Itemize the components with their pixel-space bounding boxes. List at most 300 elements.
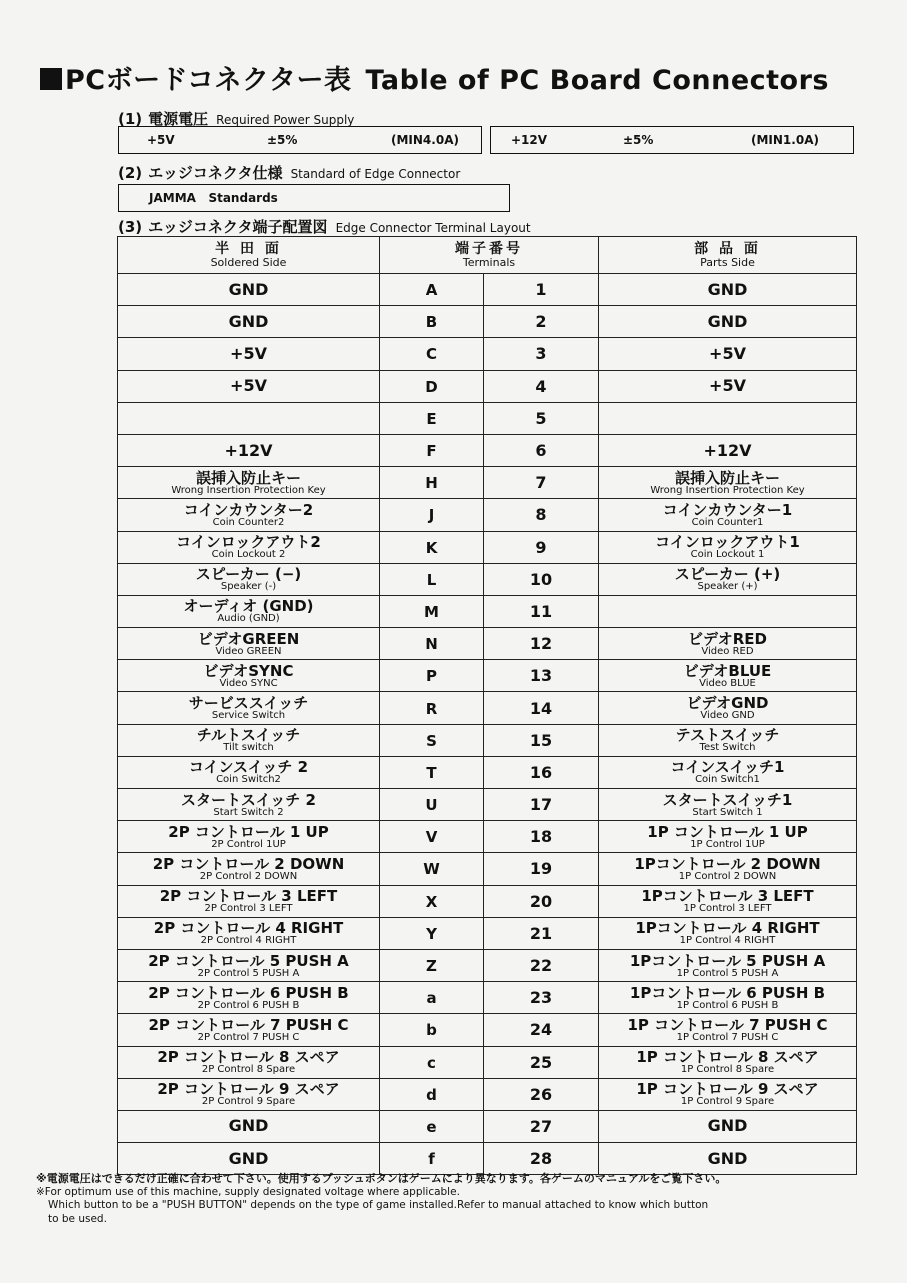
terminal-number-cell [484, 338, 599, 370]
signal-name-en: Coin Lockout 2 [211, 549, 286, 561]
header-parts-side [599, 237, 857, 274]
terminal-number: 3 [535, 344, 547, 364]
header-en: Soldered Side [210, 256, 287, 269]
parts-side-cell [599, 660, 857, 692]
parts-side-cell [599, 1110, 857, 1142]
terminal-letter-cell [380, 756, 484, 788]
terminal-number-cell [484, 756, 599, 788]
terminal-number: 23 [529, 988, 553, 1008]
soldered-side-cell [118, 660, 380, 692]
terminal-letter-cell [380, 306, 484, 338]
terminal-letter: a [426, 989, 437, 1008]
signal-name-ja: サービススイッチ [188, 694, 309, 713]
parts-side-cell [599, 306, 857, 338]
signal-name-ja: コインロックアウト2 [176, 533, 321, 552]
soldered-side-cell [118, 402, 380, 434]
signal-name-en: 1P Control 9 Spare [680, 1096, 775, 1108]
terminal-letter-cell [380, 1046, 484, 1078]
soldered-side-cell [118, 885, 380, 917]
soldered-side-cell [118, 595, 380, 627]
soldered-side-cell [118, 756, 380, 788]
table-row [118, 789, 857, 821]
terminal-number-cell [484, 434, 599, 466]
signal-name-ja: 誤挿入防止キー [674, 468, 780, 487]
terminal-letter: E [426, 409, 437, 428]
soldered-side-cell [118, 499, 380, 531]
signal-name-en: 2P Control 5 PUSH A [197, 967, 300, 979]
signal-name-ja: +12V [703, 440, 752, 460]
parts-side-cell [599, 692, 857, 724]
terminal-number: 17 [529, 795, 553, 815]
signal-name-ja: スタートスイッチ 2 [181, 790, 316, 809]
terminal-letter-cell [380, 853, 484, 885]
header-en: Terminals [462, 256, 516, 269]
terminal-letter-cell [380, 789, 484, 821]
terminal-letter: F [426, 442, 437, 461]
soldered-side-cell [118, 789, 380, 821]
terminal-number: 15 [529, 730, 553, 750]
parts-side-cell [599, 917, 857, 949]
parts-side-cell [599, 563, 857, 595]
voltage-value: +5V [147, 133, 175, 147]
terminal-number-cell [484, 982, 599, 1014]
table-row [118, 531, 857, 563]
terminal-letter-cell [380, 885, 484, 917]
signal-name-en: Wrong Insertion Protection Key [650, 484, 805, 496]
terminal-number-cell [484, 370, 599, 402]
soldered-side-cell [118, 982, 380, 1014]
terminal-number: 6 [535, 441, 547, 461]
terminal-letter: J [428, 506, 435, 525]
signal-name-ja: 誤挿入防止キー [195, 468, 301, 487]
terminal-letter-cell [380, 563, 484, 595]
table-row [118, 274, 857, 306]
edge-standard-value: JAMMA Standards [149, 191, 278, 205]
terminal-number-cell [484, 1046, 599, 1078]
table-row [118, 660, 857, 692]
table-row [118, 628, 857, 660]
soldered-side-cell [118, 949, 380, 981]
soldered-side-cell [118, 563, 380, 595]
table-row [118, 821, 857, 853]
terminal-letter-cell [380, 1014, 484, 1046]
table-header-row [118, 237, 857, 274]
terminal-letter: Y [426, 924, 437, 943]
soldered-side-cell [118, 692, 380, 724]
signal-name-ja: 2P コントロール 6 PUSH B [148, 983, 349, 1002]
soldered-side-cell [118, 274, 380, 306]
signal-name-ja: 2P コントロール 5 PUSH A [148, 951, 349, 970]
signal-name-ja: +12V [224, 440, 273, 460]
signal-name-ja: GND [707, 1148, 748, 1168]
signal-name-ja: オーディオ (GND) [183, 597, 314, 616]
terminal-layout-table [117, 236, 857, 1175]
signal-name-ja: テストスイッチ [675, 726, 780, 745]
terminal-letter: R [425, 699, 438, 718]
terminal-letter-cell [380, 274, 484, 306]
parts-side-cell [599, 1014, 857, 1046]
terminal-letter-cell [380, 531, 484, 563]
terminal-number: 9 [535, 537, 547, 557]
parts-side-cell [599, 499, 857, 531]
signal-name-en: 1P Control 8 Spare [680, 1064, 775, 1076]
signal-name-ja: 2P コントロール 3 LEFT [159, 887, 338, 906]
terminal-number: 27 [529, 1116, 553, 1136]
footnote-en-1: ※For optimum use of this machine, supply designated voltage where applicable. [36, 1185, 460, 1198]
terminal-number: 26 [529, 1084, 553, 1104]
terminal-number: 22 [529, 956, 553, 976]
header-soldered-side [118, 237, 380, 274]
parts-side-cell [599, 789, 857, 821]
parts-side-cell [599, 531, 857, 563]
signal-name-ja: スタートスイッチ1 [662, 790, 793, 809]
signal-name-en: Speaker (-) [220, 581, 277, 593]
soldered-side-cell [118, 724, 380, 756]
signal-name-en: Audio (GND) [217, 613, 280, 625]
parts-side-cell [599, 1046, 857, 1078]
signal-name-ja: コインスイッチ 2 [188, 758, 309, 777]
signal-name-en: Coin Counter2 [212, 516, 285, 528]
signal-name-ja: GND [707, 1116, 748, 1136]
terminal-letter-cell [380, 724, 484, 756]
soldered-side-cell [118, 1014, 380, 1046]
terminal-letter-cell [380, 402, 484, 434]
signal-name-ja: 2P コントロール 4 RIGHT [153, 919, 344, 938]
table-row [118, 1014, 857, 1046]
signal-name-ja: スピーカー (+) [674, 565, 781, 584]
terminal-number-cell [484, 467, 599, 499]
signal-name-en: Video GND [700, 710, 755, 722]
signal-name-en: Coin Lockout 1 [690, 549, 765, 561]
parts-side-cell [599, 1078, 857, 1110]
terminal-letter-cell [380, 1078, 484, 1110]
soldered-side-cell [118, 467, 380, 499]
table-row [118, 949, 857, 981]
signal-name-ja: 1P コントロール 9 スペア [636, 1080, 819, 1099]
terminal-number-cell [484, 917, 599, 949]
terminal-letter-cell [380, 595, 484, 627]
terminal-number-cell [484, 595, 599, 627]
table-row [118, 595, 857, 627]
table-row [118, 306, 857, 338]
terminal-letter-cell [380, 499, 484, 531]
terminal-letter: e [426, 1117, 437, 1136]
terminal-letter-cell [380, 917, 484, 949]
terminal-number-cell [484, 1014, 599, 1046]
signal-name-ja: 1Pコントロール 6 PUSH B [629, 983, 826, 1002]
section-title-ja: 電源電圧 [148, 110, 209, 128]
section-edge-heading [118, 162, 460, 183]
signal-name-en: Coin Switch2 [216, 774, 281, 786]
signal-name-en: Test Switch [699, 742, 756, 754]
terminal-number: 24 [529, 1020, 553, 1040]
header-ja: 端子番号 [455, 241, 523, 257]
terminal-number-cell [484, 821, 599, 853]
signal-name-ja: 2P コントロール 9 スペア [157, 1080, 340, 1099]
table-row [118, 434, 857, 466]
parts-side-cell [599, 949, 857, 981]
parts-side-cell [599, 821, 857, 853]
signal-name-ja: GND [707, 279, 748, 299]
signal-name-en: Coin Switch1 [695, 774, 760, 786]
signal-name-en: Tilt switch [223, 742, 274, 754]
signal-name-en: 2P Control 8 Spare [201, 1064, 296, 1076]
signal-name-ja: +5V [230, 343, 267, 363]
terminal-letter: M [424, 602, 439, 621]
table-row [118, 885, 857, 917]
signal-name-en: 2P Control 9 Spare [201, 1096, 296, 1108]
terminal-number: 25 [529, 1052, 553, 1072]
soldered-side-cell [118, 1110, 380, 1142]
signal-name-ja: 1P コントロール 7 PUSH C [627, 1015, 828, 1034]
terminal-letter: b [426, 1021, 437, 1040]
signal-name-en: 2P Control 2 DOWN [199, 870, 298, 882]
signal-name-en: 1P Control 5 PUSH A [676, 967, 779, 979]
terminal-number-cell [484, 660, 599, 692]
parts-side-cell [599, 274, 857, 306]
signal-name-en: 2P Control 3 LEFT [204, 903, 293, 915]
table-row [118, 402, 857, 434]
terminal-number: 10 [529, 569, 553, 589]
signal-name-ja: ビデオSYNC [203, 661, 294, 680]
terminal-letter: B [425, 313, 438, 332]
terminal-number: 8 [535, 505, 547, 525]
terminal-number: 16 [529, 762, 553, 782]
terminal-letter-cell [380, 467, 484, 499]
terminal-letter: C [425, 345, 437, 364]
signal-name-ja: ビデオBLUE [683, 661, 772, 680]
signal-name-en: Start Switch 2 [213, 806, 284, 818]
terminal-number-cell [484, 789, 599, 821]
section-title-ja: エッジコネクタ端子配置図 [148, 218, 328, 236]
header-en: Parts Side [700, 256, 755, 269]
soldered-side-cell [118, 917, 380, 949]
signal-name-en: 1P Control 7 PUSH C [676, 1031, 779, 1043]
terminal-number: 19 [529, 859, 553, 879]
signal-name-ja: コインカウンター1 [662, 500, 793, 519]
terminal-letter: d [426, 1085, 437, 1104]
signal-name-en: 1P Control 1UP [690, 838, 765, 850]
terminal-letter: N [425, 635, 438, 654]
signal-name-en: Start Switch 1 [692, 806, 763, 818]
table-row [118, 467, 857, 499]
soldered-side-cell [118, 338, 380, 370]
table-row [118, 982, 857, 1014]
terminal-number-cell [484, 563, 599, 595]
terminal-letter: V [425, 828, 438, 847]
section-number: (1) [118, 110, 143, 128]
signal-name-en: 1P Control 6 PUSH B [676, 999, 779, 1011]
power-supply-5v-box [118, 126, 482, 154]
soldered-side-cell [118, 853, 380, 885]
soldered-side-cell [118, 821, 380, 853]
signal-name-ja: 2P コントロール 2 DOWN [152, 854, 345, 873]
page-title [40, 58, 829, 97]
table-row [118, 370, 857, 402]
parts-side-cell [599, 595, 857, 627]
terminal-letter-cell [380, 370, 484, 402]
table-row [118, 1143, 857, 1175]
terminal-number-cell [484, 628, 599, 660]
terminal-number: 4 [535, 376, 547, 396]
signal-name-en: Service Switch [211, 710, 286, 722]
header-ja: 半 田 面 [215, 241, 282, 257]
signal-name-ja: コインスイッチ1 [670, 758, 785, 777]
footnote-en-3: to be used. [48, 1212, 107, 1225]
signal-name-ja: 1Pコントロール 4 RIGHT [635, 919, 820, 938]
signal-name-en: 2P Control 7 PUSH C [197, 1031, 300, 1043]
signal-name-ja: GND [228, 279, 269, 299]
table-row [118, 338, 857, 370]
signal-name-en: 1P Control 3 LEFT [683, 903, 772, 915]
terminal-number: 20 [529, 891, 553, 911]
signal-name-ja: 2P コントロール 8 スペア [157, 1048, 340, 1067]
title-en: Table of PC Board Connectors [365, 65, 829, 96]
signal-name-en: 2P Control 6 PUSH B [197, 999, 300, 1011]
terminal-number: 12 [529, 634, 553, 654]
soldered-side-cell [118, 370, 380, 402]
voltage-value: +12V [511, 133, 548, 147]
signal-name-ja: 1Pコントロール 5 PUSH A [629, 951, 826, 970]
signal-name-ja: +5V [709, 343, 746, 363]
parts-side-cell [599, 434, 857, 466]
soldered-side-cell [118, 306, 380, 338]
signal-name-en: Video RED [701, 645, 754, 657]
table-row [118, 756, 857, 788]
parts-side-cell [599, 338, 857, 370]
table-row [118, 499, 857, 531]
terminal-letter-cell [380, 949, 484, 981]
soldered-side-cell [118, 434, 380, 466]
terminal-number-cell [484, 306, 599, 338]
signal-name-ja: スピーカー (−) [195, 565, 302, 584]
parts-side-cell [599, 402, 857, 434]
terminal-letter: K [425, 538, 438, 557]
signal-name-ja: チルトスイッチ [196, 726, 301, 745]
terminal-number: 1 [535, 280, 547, 300]
edge-standard-box [118, 184, 510, 212]
table-row [118, 692, 857, 724]
terminal-letter: A [425, 281, 438, 300]
terminal-number: 28 [529, 1149, 553, 1169]
terminal-number-cell [484, 949, 599, 981]
signal-name-ja: コインロックアウト1 [655, 533, 800, 552]
terminal-letter: L [426, 570, 437, 589]
signal-name-en: 1P Control 2 DOWN [678, 870, 777, 882]
terminal-letter-cell [380, 692, 484, 724]
terminal-letter: S [426, 731, 437, 750]
terminal-number-cell [484, 724, 599, 756]
terminal-number-cell [484, 531, 599, 563]
section-layout-heading [118, 216, 531, 237]
parts-side-cell [599, 853, 857, 885]
parts-side-cell [599, 724, 857, 756]
signal-name-ja: ビデオGND [686, 694, 769, 713]
parts-side-cell [599, 628, 857, 660]
terminal-number-cell [484, 885, 599, 917]
header-terminals [380, 237, 599, 274]
soldered-side-cell [118, 531, 380, 563]
terminal-letter-cell [380, 628, 484, 660]
section-title-en: Required Power Supply [216, 113, 355, 127]
terminal-letter-cell [380, 1143, 484, 1175]
section-number: (3) [118, 218, 143, 236]
terminal-number: 13 [529, 666, 553, 686]
terminal-number-cell [484, 274, 599, 306]
terminal-letter: Z [426, 957, 437, 976]
table-row [118, 563, 857, 595]
table-row [118, 917, 857, 949]
signal-name-en: 1P Control 4 RIGHT [679, 935, 776, 947]
table-row [118, 853, 857, 885]
table-row [118, 1078, 857, 1110]
terminal-letter-cell [380, 982, 484, 1014]
signal-name-en: Speaker (+) [697, 581, 758, 593]
terminal-letter-cell [380, 434, 484, 466]
signal-name-ja: +5V [230, 376, 267, 396]
tolerance-value: ±5% [623, 133, 654, 147]
terminal-number: 7 [535, 473, 547, 493]
table-row [118, 724, 857, 756]
soldered-side-cell [118, 1143, 380, 1175]
title-ja: PCボードコネクター表 [65, 65, 352, 96]
signal-name-ja: 1P コントロール 8 スペア [636, 1048, 819, 1067]
signal-name-ja: 1Pコントロール 3 LEFT [641, 887, 814, 906]
terminal-number: 21 [529, 923, 553, 943]
terminal-number-cell [484, 853, 599, 885]
terminal-number: 18 [529, 827, 553, 847]
current-min-value: (MIN1.0A) [751, 133, 819, 147]
signal-name-ja: 1P コントロール 1 UP [647, 822, 808, 841]
section-title-en: Standard of Edge Connector [290, 167, 461, 181]
signal-name-en: 2P Control 4 RIGHT [200, 935, 297, 947]
signal-name-ja: GND [228, 311, 269, 331]
terminal-letter-cell [380, 821, 484, 853]
signal-name-en: Coin Counter1 [691, 516, 764, 528]
square-bullet-icon [40, 68, 62, 90]
signal-name-en: Wrong Insertion Protection Key [171, 484, 326, 496]
section-number: (2) [118, 164, 143, 182]
signal-name-ja: +5V [709, 376, 746, 396]
terminal-number: 5 [535, 408, 547, 428]
parts-side-cell [599, 467, 857, 499]
signal-name-en: 2P Control 1UP [211, 838, 286, 850]
parts-side-cell [599, 1143, 857, 1175]
signal-name-ja: GND [707, 311, 748, 331]
signal-name-en: Video SYNC [219, 677, 278, 689]
power-supply-12v-box [490, 126, 854, 154]
terminal-letter: T [426, 763, 437, 782]
terminal-number-cell [484, 1078, 599, 1110]
terminal-letter: D [425, 377, 438, 396]
terminal-letter: c [427, 1053, 436, 1072]
soldered-side-cell [118, 1046, 380, 1078]
soldered-side-cell [118, 628, 380, 660]
terminal-number: 14 [529, 698, 553, 718]
terminal-letter: f [428, 1150, 435, 1169]
signal-name-ja: ビデオGREEN [197, 629, 300, 648]
table-row [118, 1046, 857, 1078]
current-min-value: (MIN4.0A) [391, 133, 459, 147]
terminal-number-cell [484, 402, 599, 434]
signal-name-ja: GND [228, 1148, 269, 1168]
terminal-number-cell [484, 692, 599, 724]
section-title-en: Edge Connector Terminal Layout [335, 221, 531, 235]
table-row [118, 1110, 857, 1142]
tolerance-value: ±5% [267, 133, 298, 147]
signal-name-ja: 1Pコントロール 2 DOWN [634, 854, 821, 873]
header-ja: 部 品 面 [694, 241, 761, 257]
